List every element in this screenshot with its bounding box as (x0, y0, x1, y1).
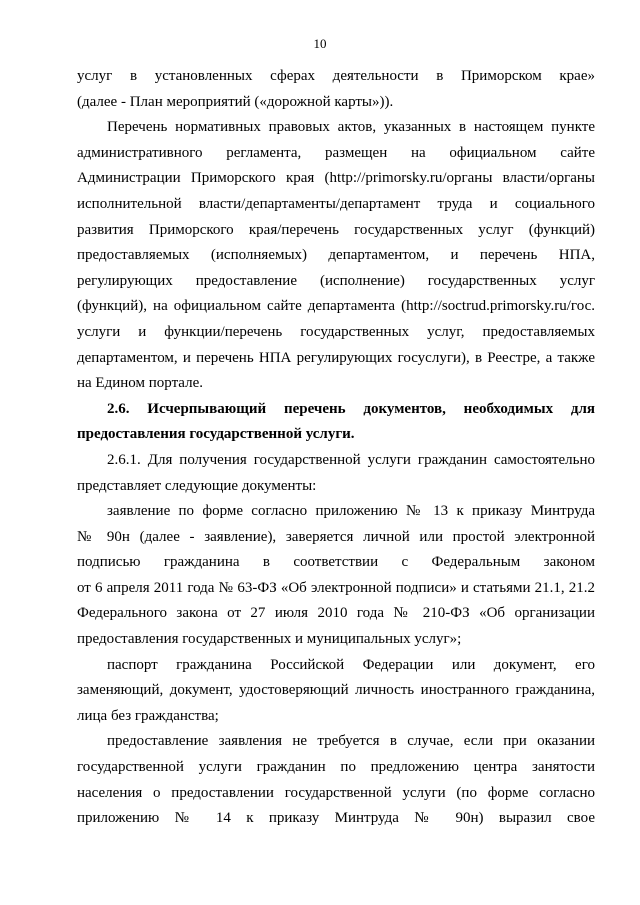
text-line: заменяющий, документ, удостоверяющий личность иностранного гражданина, (77, 682, 595, 699)
text-line: услуги и функции/перечень государственных услуг, предоставляемых (77, 323, 595, 340)
text-line: на Едином портале. (77, 375, 203, 392)
text-line: лица без гражданства; (77, 707, 219, 724)
text-line: подписью гражданина в соответствии с Федеральным законом (77, 554, 595, 571)
text-line: услуг в установленных сферах деятельности в Приморском крае» (77, 68, 595, 84)
section-heading-line: 2.6. Исчерпывающий перечень документов, необходимых для (107, 400, 595, 417)
text-line: Перечень нормативных правовых актов, указанных в настоящем пункте (107, 119, 595, 136)
text-line: Федерального закона от 27 июля 2010 года № 210-ФЗ «Об организации (77, 605, 595, 622)
text-line: (далее - План мероприятий («дорожной карты»)). (77, 93, 394, 110)
text-line: предоставление заявления не требуется в случае, если при оказании (107, 733, 595, 750)
text-line: 2.6.1. Для получения государственной услуги гражданин самостоятельно (107, 451, 595, 468)
text-line: населения о предоставлении государственной услуги (по форме согласно (77, 784, 595, 801)
text-line: департаментом, и перечень НПА регулирующих госуслуги), в Реестре, а также (77, 349, 595, 366)
text-line: паспорт гражданина Российской Федерации или документ, его (107, 656, 595, 673)
text-line: административного регламента, размещен на официальном сайте (77, 144, 595, 161)
text-line: государственной услуги гражданин по предложению центра занятости (77, 759, 595, 776)
section-heading-line: предоставления государственной услуги. (77, 426, 355, 443)
text-line: предоставляемых (исполняемых) департаментом, и перечень НПА, (77, 247, 595, 264)
document-body (77, 64, 595, 832)
text-line: исполнительной власти/департаменты/департамент труда и социального (77, 195, 595, 212)
text-line: развития Приморского края/перечень государственных услуг (функций) (77, 221, 595, 238)
text-line: регулирующих предоставление (исполнение) государственных услуг (77, 272, 595, 289)
text-line: от 6 апреля 2011 года № 63-ФЗ «Об электронной подписи» и статьями 21.1, 21.2 (77, 579, 595, 596)
text-line: приложению № 14 к приказу Минтруда № 90н) выразил свое (77, 810, 595, 827)
text-line: № 90н (далее - заявление), заверяется личной или простой электронной (77, 528, 595, 545)
text-line: заявление по форме согласно приложению № 13 к приказу Минтруда (107, 503, 595, 520)
text-line: предоставления государственных и муниципальных услуг»; (77, 631, 462, 648)
text-line: (функций), на официальном сайте департамента (http://soctrud.primorsky.ru/гос. (77, 298, 595, 315)
page-number: 10 (313, 36, 327, 51)
text-line: Администрации Приморского края (http://primorsky.ru/органы власти/органы (77, 170, 595, 187)
text-line: представляет следующие документы: (77, 477, 317, 494)
